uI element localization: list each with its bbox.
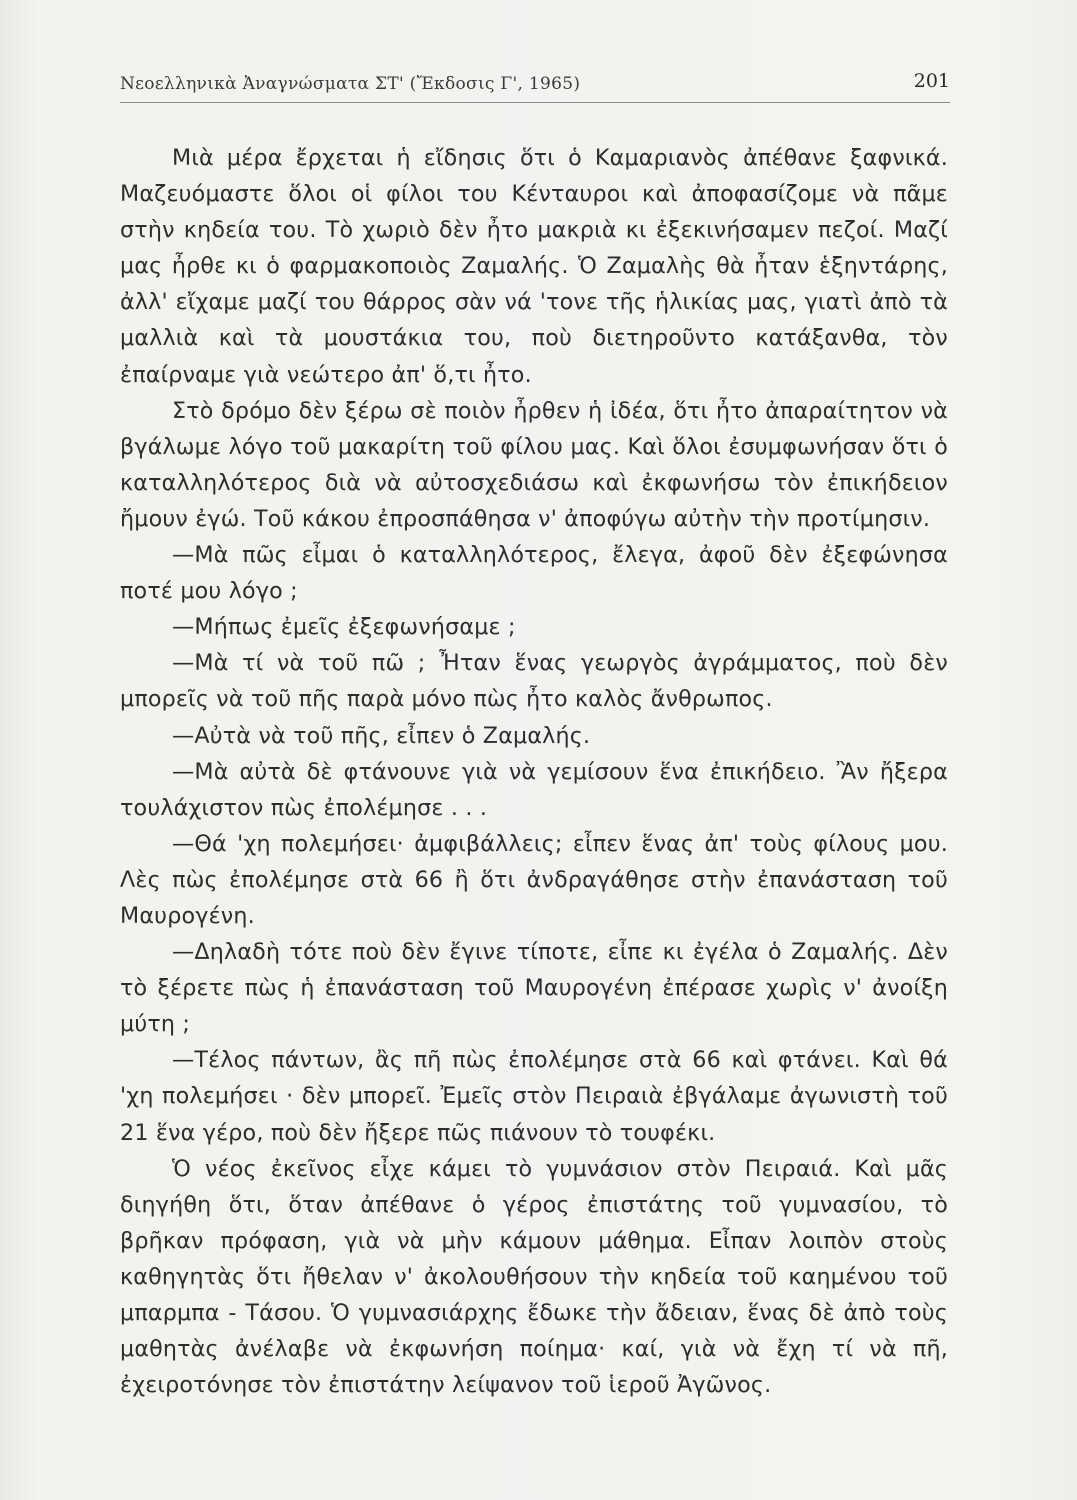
paragraph-4: —Μήπως ἐμεῖς ἐξεφωνήσαμε ; bbox=[172, 614, 516, 641]
paragraph-11: Ὁ νέος ἐκεῖνος εἶχε κάμει τὸ γυμνάσιον στὸν Πειραιά. Καὶ μᾶς διηγήθη ὅτι, ὅταν ἀπέθανε ὁ γέρος ἐπιστάτης τοῦ γυμνασίου, τὸ βρῆκαν πρόφαση, γιὰ νὰ μὴν κάμουν μάθημα. Εἶπαν λοιπὸν στοὺς καθηγητὰς ὅτι ἤθελαν ν' ἀκολουθήσουν τὴν κηδεία τοῦ καημένου τοῦ μπαρμπα - Τάσου. Ὁ γυμνασιάρχης ἔδωκε τὴν ἄδειαν, ἕνας δὲ ἀπὸ τοὺς μαθητὰς ἀνέλαβε νὰ ἐκφωνήση ποίημα· καί, γιὰ νὰ ἔχη τί νὰ πῆ, ἐχειροτόνησε τὸν ἐπιστάτην λείψανον τοῦ ἱεροῦ Ἀγῶνος. bbox=[120, 1155, 948, 1399]
page-number: 201 bbox=[913, 70, 950, 92]
paragraph-9: —Δηλαδὴ τότε ποὺ δὲν ἔγινε τίποτε, εἶπε κι ἐγέλα ὁ Ζαμαλής. Δὲν τὸ ξέρετε πὼς ἡ ἐπανάσταση τοῦ Μαυρογένη ἐπέρασε χωρὶς ν' ἀνοίξη μύτη ; bbox=[120, 939, 948, 1038]
paragraph-8: —Θά 'χη πολεμήσει· ἀμφιβάλλεις; εἶπεν ἕνας ἀπ' τοὺς φίλους μου. Λὲς πὼς ἐπολέμησε στὰ 66 ἢ ὅτι ἀνδραγάθησε στὴν ἐπανάσταση τοῦ Μαυρογένη. bbox=[120, 830, 948, 929]
paragraph-3: —Μὰ πῶς εἶμαι ὁ καταλληλότερος, ἔλεγα, ἀφοῦ δὲν ἐξεφώνησα ποτέ μου λόγο ; bbox=[120, 542, 948, 605]
page-header bbox=[120, 70, 950, 103]
paragraph-10: —Τέλος πάντων, ἂς πῆ πὼς ἐπολέμησε στὰ 66 καὶ φτάνει. Καὶ θά 'χη πολεμήσει · δὲν μπορεῖ. Ἐμεῖς στὸν Πειραιὰ ἐβγάλαμε ἀγωνιστὴ τοῦ 21 ἕνα γέρο, ποὺ δὲν ἤξερε πῶς πιάνουν τὸ τουφέκι. bbox=[120, 1047, 948, 1146]
running-head: Νεοελληνικὰ Ἀναγνώσματα ΣΤ' (Ἔκδοσις Γ', 1965) bbox=[120, 74, 581, 94]
paragraph-2: Στὸ δρόμο δὲν ξέρω σὲ ποιὸν ἦρθεν ἡ ἰδέα, ὅτι ἦτο ἀπαραίτητον νὰ βγάλωμε λόγο τοῦ μακαρίτη τοῦ φίλου μας. Καὶ ὅλοι ἐσυμφωνήσαν ὅτι ὁ καταλληλότερος διὰ νὰ αὐτοσχεδιάσω καὶ ἐκφωνήσω τὸν ἐπικήδειον ἤμουν ἐγώ. Τοῦ κάκου ἐπροσπάθησα ν' ἀποφύγω αὐτὴν τὴν προτίμησιν. bbox=[120, 397, 948, 532]
body-text bbox=[120, 140, 948, 1403]
paragraph-1: Μιὰ μέρα ἔρχεται ἡ εἴδησις ὅτι ὁ Καμαριανὸς ἀπέθανε ξαφνικά. Μαζευόμαστε ὅλοι οἱ φίλοι του Κένταυροι καὶ ἀποφασίζομε νὰ πᾶμε στὴν κηδεία του. Τὸ χωριὸ δὲν ἦτο μακριὰ κι ἐξεκινήσαμεν πεζοί. Μαζί μας ἦρθε κι ὁ φαρμακοποιὸς Ζαμαλής. Ὁ Ζαμαλὴς θὰ ἦταν ἑξηντάρης, ἀλλ' εἴχαμε μαζί του θάρρος σὰν νά 'τονε τῆς ἡλικίας μας, γιατὶ ἀπὸ τὰ μαλλιὰ καὶ τὰ μουστάκια του, ποὺ διετηροῦντο κατάξανθα, τὸν ἐπαίρναμε γιὰ νεώτερο ἀπ' ὅ,τι ἦτο. bbox=[120, 145, 948, 388]
paragraph-6: —Αὐτὰ νὰ τοῦ πῆς, εἶπεν ὁ Ζαμαλής. bbox=[172, 722, 591, 749]
paragraph-7: —Μὰ αὐτὰ δὲ φτάνουνε γιὰ νὰ γεμίσουν ἕνα ἐπικήδειο. Ἂν ἤξερα τουλάχιστον πὼς ἐπολέμησε . . . bbox=[120, 758, 948, 821]
paragraph-5: —Μὰ τί νὰ τοῦ πῶ ; Ἦταν ἕνας γεωργὸς ἀγράμματος, ποὺ δὲν μπορεῖς νὰ τοῦ πῆς παρὰ μόνο πὼς ἦτο καλὸς ἄνθρωπος. bbox=[120, 650, 948, 713]
